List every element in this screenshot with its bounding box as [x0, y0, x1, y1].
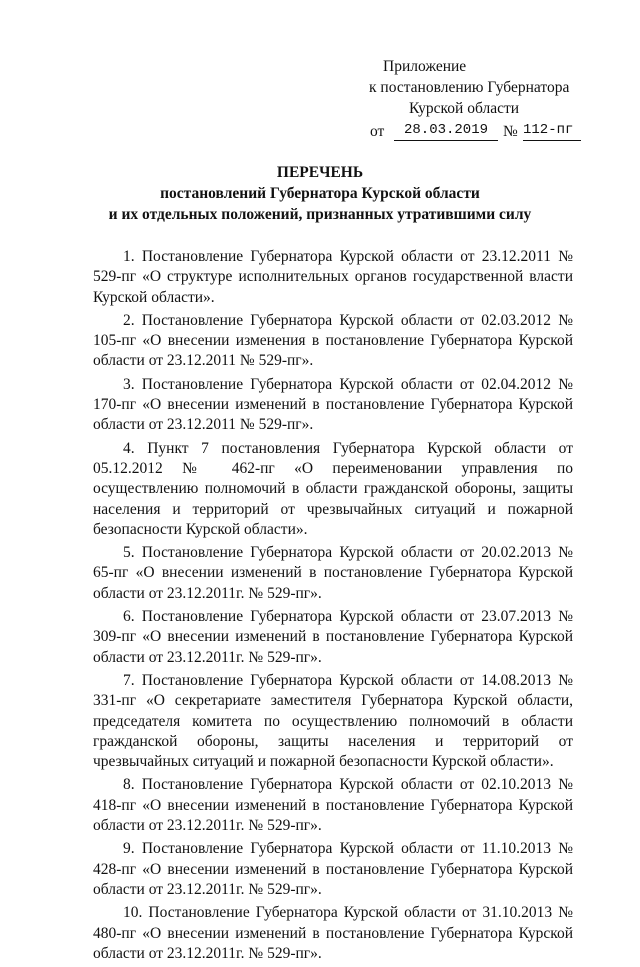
date-prefix: от [370, 123, 385, 140]
list-item: 1. Постановление Губернатора Курской области от 23.12.2011 № 529-пг «О структуре исполнительных органов государственной власти Курской области». [93, 248, 573, 306]
list-item: 7. Постановление Губернатора Курской области от 14.08.2013 № 331-пг «О секретариате заместителя Губернатора Курской области, председателя комитета по осуществлению полномочий в области гражданской обороны, защиты населения и территорий от чрезвычайных ситуаций и пожарной безопасности Курской области». [93, 671, 573, 771]
document-title [80, 162, 560, 225]
appendix-label: Приложение [383, 58, 467, 75]
title-line-2: постановлений Губернатора Курской области [160, 185, 480, 202]
list-item: 4. Пункт 7 постановления Губернатора Курской области от 05.12.2012 № 462-пг «О переименовании управления по осуществлению полномочий в области гражданской обороны, защиты населения и территорий от чрезвычайных ситуаций и пожарной безопасности Курской области». [93, 439, 573, 538]
list-item: 5. Постановление Губернатора Курской области от 20.02.2013 № 65-пг «О внесении изменений в постановление Губернатора Курской области от 23.12.2011г. № 529-пг». [93, 544, 573, 602]
appendix-ref: к постановлению Губернатора [369, 79, 570, 96]
list-item: 3. Постановление Губернатора Курской области от 02.04.2012 № 170-пг «О внесении изменений в постановление Губернатора Курской области от 23.12.2011 № 529-пг». [93, 375, 573, 434]
document-body [93, 247, 573, 967]
decree-date: 28.03.2019 [394, 121, 498, 141]
list-item: 6. Постановление Губернатора Курской области от 23.07.2013 № 309-пг «О внесении изменений в постановление Губернатора Курской области от 23.12.2011г. № 529-пг». [93, 608, 573, 666]
appendix-header [355, 56, 615, 143]
list-item: 2. Постановление Губернатора Курской области от 02.03.2012 № 105-пг «О внесении изменения в постановление Губернатора Курской области от 23.12.2011 № 529-пг». [93, 311, 573, 370]
appendix-region: Курской области [409, 100, 520, 117]
list-item: 8. Постановление Губернатора Курской области от 02.10.2013 № 418-пг «О внесении изменений в постановление Губернатора Курской области от 23.12.2011г. № 529-пг». [93, 776, 573, 835]
appendix-dateline [355, 121, 615, 143]
list-item: 10. Постановление Губернатора Курской области от 31.10.2013 № 480-пг «О внесении изменений в постановление Губернатора Курской области от 23.12.2011г. № 529-пг». [93, 904, 573, 962]
number-sign: № [503, 123, 518, 140]
decree-number: 112-пг [523, 121, 581, 141]
list-item: 9. Постановление Губернатора Курской области от 11.10.2013 № 428-пг «О внесении изменений в постановление Губернатора Курской области от 23.12.2011г. № 529-пг». [93, 840, 573, 898]
title-line-1: ПЕРЕЧЕНЬ [276, 164, 364, 181]
title-line-3: и их отдельных положений, признанных утратившими силу [108, 206, 532, 223]
